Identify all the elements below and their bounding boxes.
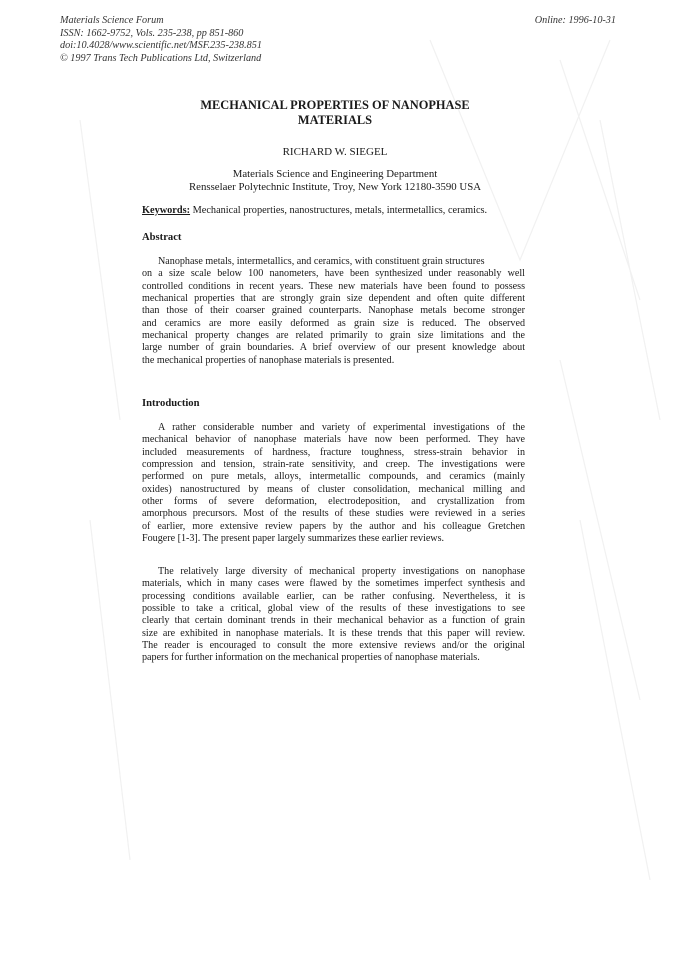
affiliation — [130, 168, 540, 193]
intro-line: compression and tension, strain-rate sensitivity, and creep. The investigations were — [142, 459, 525, 471]
intro-line: amorphous precursors. Most of the results of these studies were reviewed in a series — [142, 508, 525, 520]
introduction-heading: Introduction — [142, 398, 200, 409]
abstract-line: on a size scale below 100 nanometers, have been synthesized under reasonably well — [142, 268, 525, 280]
abstract-line: mechanical properties that are strongly grain size dependent and often quite different — [142, 293, 525, 305]
intro-line: Fougere [1-3]. The present paper largely summarizes these earlier reviews. — [142, 533, 445, 545]
intro-line: The reader is encouraged to consult the more extensive reviews and/or the original — [142, 640, 525, 652]
introduction-paragraph-1 — [142, 422, 525, 545]
intro-line: mechanical behavior of nanophase materials have now been performed. They have — [142, 434, 525, 446]
abstract-line: large number of grain boundaries. A brief overview of our present knowledge about — [142, 342, 525, 354]
intro-line: included measurements of hardness, fracture toughness, stress-strain behavior in — [142, 446, 525, 458]
author-name: RICHARD W. SIEGEL — [282, 146, 388, 158]
title-line-1: MECHANICAL PROPERTIES OF NANOPHASE — [200, 98, 470, 112]
doi-line: doi:10.4028/www.scientific.net/MSF.235-238.851 — [60, 40, 262, 52]
abstract-line: than those of their coarser grained counterparts. Nanophase metals become stronger — [142, 305, 525, 317]
issn-line: ISSN: 1662-9752, Vols. 235-238, pp 851-860 — [60, 27, 244, 39]
abstract-paragraph — [142, 256, 525, 367]
abstract-line: Nanophase metals, intermetallics, and ceramics, with constituent grain structures — [158, 256, 485, 267]
copyright-line: © 1997 Trans Tech Publications Ltd, Switzerland — [60, 52, 262, 64]
intro-line: other forms of severe deformation, electrodeposition, and crystallization from — [142, 496, 525, 508]
abstract-line: and ceramics are more easily deformed as grain size is reduced. The observed — [142, 317, 525, 329]
affiliation-line-1: Materials Science and Engineering Department — [232, 168, 438, 180]
keywords-text: Mechanical properties, nanostructures, metals, intermetallics, ceramics. — [192, 205, 488, 216]
abstract-heading: Abstract — [142, 232, 182, 243]
intro-line: The relatively large diversity of mechanical property investigations on nanophase — [158, 566, 525, 577]
paper-title — [130, 98, 540, 127]
online-date: Online: 1996-10-31 — [534, 15, 616, 26]
intro-line: of earlier, more extensive review papers by the author and his colleague Gretchen — [142, 520, 525, 532]
intro-line: processing conditions available earlier, can be rather confusing. Nevertheless, it is — [142, 590, 525, 602]
keywords — [142, 205, 487, 216]
intro-line: A rather considerable number and variety of experimental investigations of the — [158, 422, 525, 433]
intro-line: possible to take a critical, global view of the results of these investigations to see — [142, 603, 525, 615]
affiliation-line-2: Rensselaer Polytechnic Institute, Troy, New York 12180-3590 USA — [188, 180, 481, 193]
keywords-label: Keywords: — [142, 205, 191, 216]
introduction-paragraph-2 — [142, 566, 525, 665]
abstract-line: the mechanical properties of nanophase materials is presented. — [142, 354, 395, 366]
journal-name: Materials Science Forum — [60, 15, 164, 26]
intro-line: clearly that certain dominant trends in their mechanical behavior as a function of grain — [142, 615, 525, 627]
abstract-line: controlled conditions in recent years. These new materials have been found to possess — [142, 280, 525, 292]
intro-line: oxides) nanostructured by means of cluster consolidation, mechanical milling and — [142, 483, 525, 495]
title-line-2: MATERIALS — [297, 112, 373, 127]
intro-line: performed on pure metals, alloys, intermetallic compounds, and ceramics (mainly — [142, 471, 525, 483]
intro-line: materials, which in many cases were flawed by the sometimes imperfect synthesis and — [142, 578, 525, 590]
intro-line: papers for further information on the mechanical properties of nanophase materials. — [142, 652, 480, 664]
intro-line: size are exhibited in nanophase materials. It is these trends that this paper will review. — [142, 627, 525, 639]
abstract-line: mechanical property changes are related primarily to grain size limitations and the — [142, 330, 525, 342]
journal-info — [60, 15, 262, 65]
